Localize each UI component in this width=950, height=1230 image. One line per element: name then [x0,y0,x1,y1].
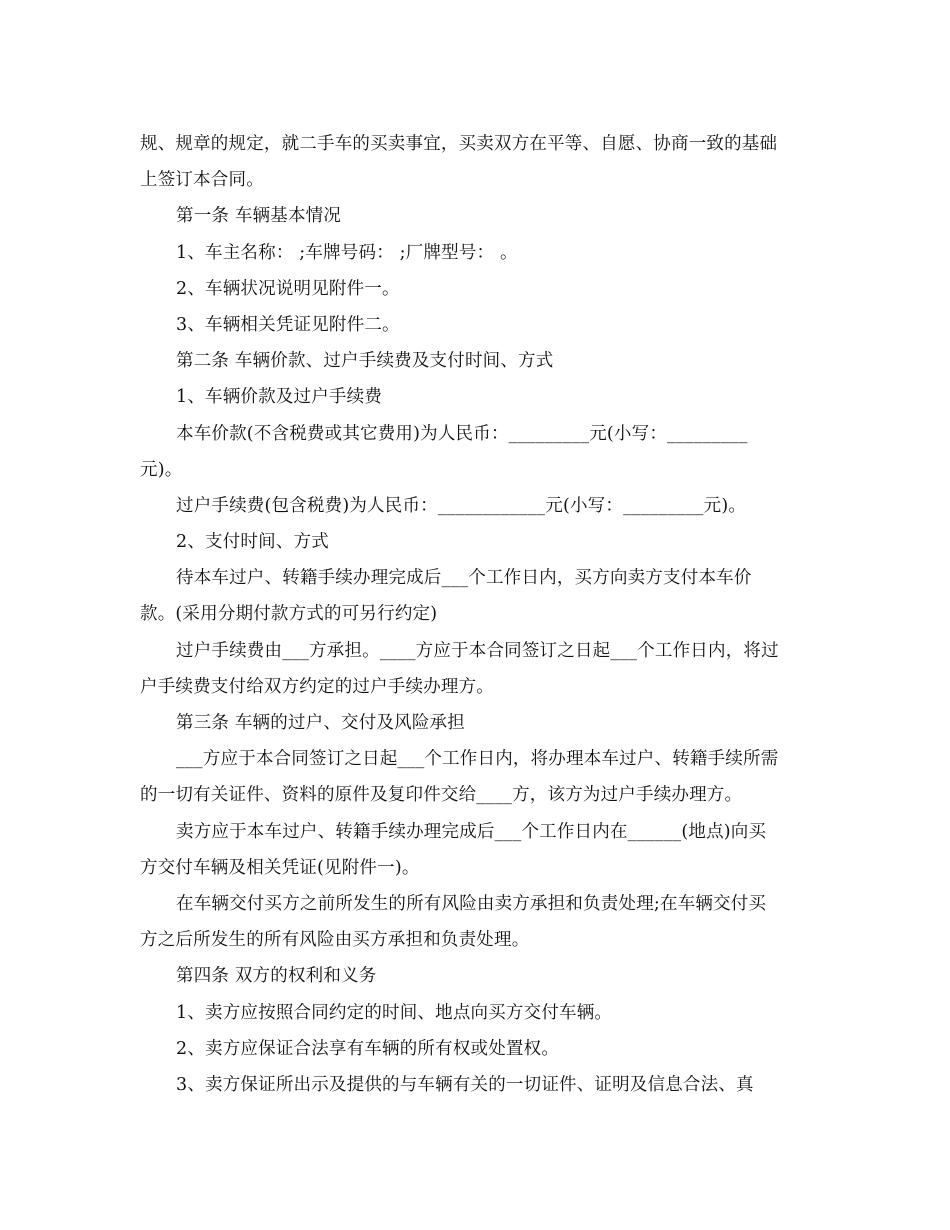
text-line: ___方应于本合同签订之日起___个工作日内，将办理本车过户、转籍手续所需 [176,749,779,770]
text-line: 上签订本合同。 [140,170,264,191]
section-heading: 第四条 双方的权利和义务 [176,966,377,987]
text-line: 2、车辆状况说明见附件一。 [176,278,400,299]
text-line: 1、车辆价款及过户手续费 [176,387,383,408]
section-heading: 第三条 车辆的过户、交付及风险承担 [176,713,465,733]
section-heading: 第二条 车辆价款、过户手续费及支付时间、方式 [176,351,554,372]
text-line: 方交付车辆及相关凭证(见附件一)。 [140,857,420,878]
text-line: 规、规章的规定，就二手车的买卖事宜，买卖双方在平等、自愿、协商一致的基础 [140,134,778,154]
text-line: 在车辆交付买方之前所发生的所有风险由卖方承担和负责处理;在车辆交付买 [176,893,767,914]
text-line: 3、卖方保证所出示及提供的与车辆有关的一切证件、证明及信息合法、真 [176,1074,754,1095]
text-line: 卖方应于本车过户、转籍手续办理完成后___个工作日内在______(地点)向买 [176,821,767,842]
text-line: 款。(采用分期付款方式的可另行约定) [140,604,438,625]
text-line: 待本车过户、转籍手续办理完成后___个工作日内，买方向卖方支付本车价 [176,568,752,589]
text-line: 本车价款(不含税费或其它费用)为人民币：_________元(小写：_________ [176,423,748,444]
text-line: 1、车主名称： ;车牌号码： ;厂牌型号： 。 [176,242,518,263]
section-heading: 第一条 车辆基本情况 [176,206,342,227]
text-line: 过户手续费由___方承担。____方应于本合同签订之日起___个工作日内，将过 [176,640,779,661]
text-line: 2、卖方应保证合法享有车辆的所有权或处置权。 [176,1038,560,1059]
text-line: 的一切有关证件、资料的原件及复印件交给____方，该方为过户手续办理方。 [140,785,743,806]
text-line: 1、卖方应按照合同约定的时间、地点向买方交付车辆。 [176,1002,613,1023]
text-line: 过户手续费(包含税费)为人民币：____________元(小写：_________元)。 [176,495,747,516]
text-line: 方之后所发生的所有风险由买方承担和负责处理。 [140,930,530,951]
text-line: 户手续费支付给双方约定的过户手续办理方。 [140,676,494,697]
text-line: 元)。 [140,459,183,480]
text-line: 3、车辆相关凭证见附件二。 [176,314,400,335]
document-body [140,126,820,1103]
text-line: 2、支付时间、方式 [176,532,329,553]
